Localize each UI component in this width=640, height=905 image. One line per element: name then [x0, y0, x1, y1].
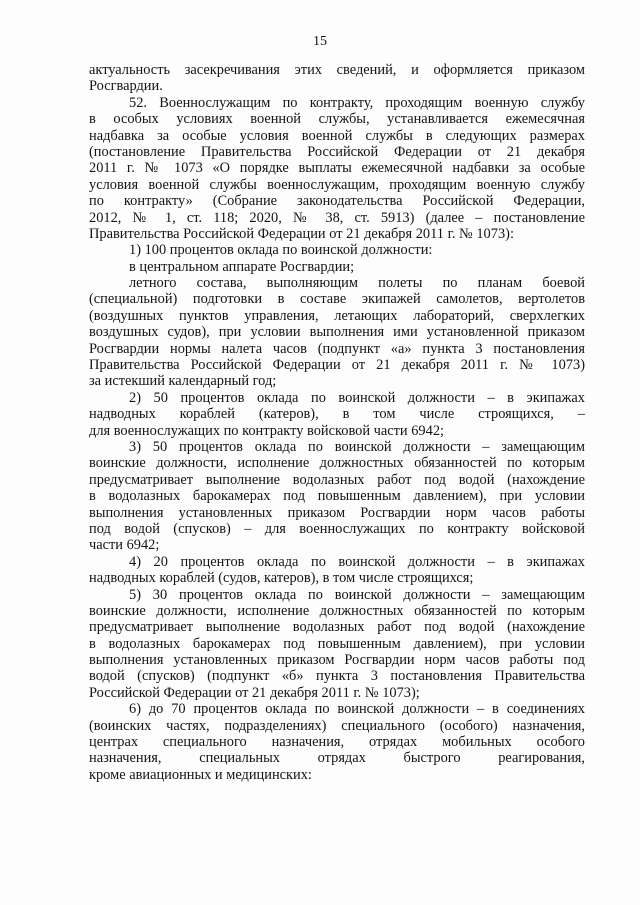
text-line: для военнослужащих по контракту войсковой части 6942; — [89, 422, 445, 439]
document-body — [89, 62, 585, 783]
text-line: в водолазных барокамерах под повышенным давлением), при условии — [89, 488, 585, 505]
text-line: по контракту» (Собрание законодательства Российской Федерации, — [89, 193, 585, 210]
text-line: 4) 20 процентов оклада по воинской должности – в экипажах — [129, 553, 585, 570]
text-line: 52. Военнослужащим по контракту, проходящим военную службу — [129, 94, 585, 111]
text-line: летного состава, выполняющим полеты по планам боевой — [129, 275, 585, 292]
text-line: под водой (спусков) – для военнослужащих по контракту войсковой — [89, 520, 585, 537]
text-line: 2012, № 1, ст. 118; 2020, № 38, ст. 5913) (далее – постановление — [89, 209, 585, 226]
text-line: 1) 100 процентов оклада по воинской должности: — [129, 242, 433, 259]
text-line: выполнения установленных приказом Росгвардии норм часов работы — [89, 504, 585, 521]
page-number: 15 — [313, 34, 327, 49]
text-line: за истекший календарный год; — [89, 373, 277, 390]
text-line: 2) 50 процентов оклада по воинской должности – в экипажах — [129, 389, 585, 406]
text-line: в водолазных барокамерах под повышенным давлением), при условии — [89, 635, 585, 652]
text-line: 3) 50 процентов оклада по воинской должности – замещающим — [129, 438, 585, 455]
text-line: воинские должности, исполнение должностных обязанностей по которым — [89, 602, 585, 619]
text-line: кроме авиационных и медицинских: — [89, 766, 312, 783]
text-line: (постановление Правительства Российской Федерации от 21 декабря — [89, 143, 585, 160]
text-line: 6) до 70 процентов оклада по воинской должности – в соединениях — [129, 701, 585, 718]
text-line: предусматривает выполнение водолазных работ под водой (нахождение — [89, 471, 585, 488]
text-line: воздушных судов), при условии выполнения ими установленной приказом — [89, 324, 585, 341]
text-line: Росгвардии нормы налета часов (подпункт «а» пункта 3 постановления — [89, 340, 585, 357]
text-line: Правительства Российской Федерации от 21 декабря 2011 г. № 1073) — [89, 357, 585, 374]
text-line: надводных кораблей (судов, катеров), в том числе строящихся; — [89, 570, 474, 587]
text-line: в особых условиях военной службы, устанавливается ежемесячная — [89, 111, 585, 128]
text-line: водой (спусков) (подпункт «б» пункта 3 постановления Правительства — [89, 668, 585, 685]
text-line: воинские должности, исполнение должностных обязанностей по которым — [89, 455, 585, 472]
text-line: выполнения установленных приказом Росгвардии норм часов работы под — [89, 652, 585, 669]
text-line: центрах специального назначения, отрядах мобильных особого — [89, 734, 585, 751]
text-line: (воинских частях, подразделениях) специального (особого) назначения, — [89, 717, 585, 734]
text-line: 2011 г. № 1073 «О порядке выплаты ежемесячной надбавки за особые — [89, 160, 585, 177]
text-line: (воздушных пунктов управления, летающих лабораторий, сверхлегких — [89, 307, 585, 324]
text-line: Росгвардии. — [89, 78, 163, 95]
text-line: актуальность засекречивания этих сведений, и оформляется приказом — [89, 62, 585, 78]
text-line: условия военной службы военнослужащим, проходящим военную службу — [89, 176, 585, 193]
text-line: в центральном аппарате Росгвардии; — [129, 258, 355, 275]
text-line: части 6942; — [89, 537, 160, 554]
text-line: назначения, специальных отрядах быстрого реагирования, — [89, 750, 585, 767]
text-line: 5) 30 процентов оклада по воинской должности – замещающим — [129, 586, 585, 603]
text-line: предусматривает выполнение водолазных работ под водой (нахождение — [89, 619, 585, 636]
text-line: надбавка за особые условия военной службы в следующих размерах — [89, 127, 585, 144]
text-line: надводных кораблей (катеров), в том числе строящихся, – — [89, 406, 585, 423]
text-line: (специальной) подготовки в составе экипажей самолетов, вертолетов — [89, 291, 585, 308]
text-line: Российской Федерации от 21 декабря 2011 г. № 1073); — [89, 684, 420, 701]
text-line: Правительства Российской Федерации от 21 декабря 2011 г. № 1073): — [89, 225, 514, 242]
